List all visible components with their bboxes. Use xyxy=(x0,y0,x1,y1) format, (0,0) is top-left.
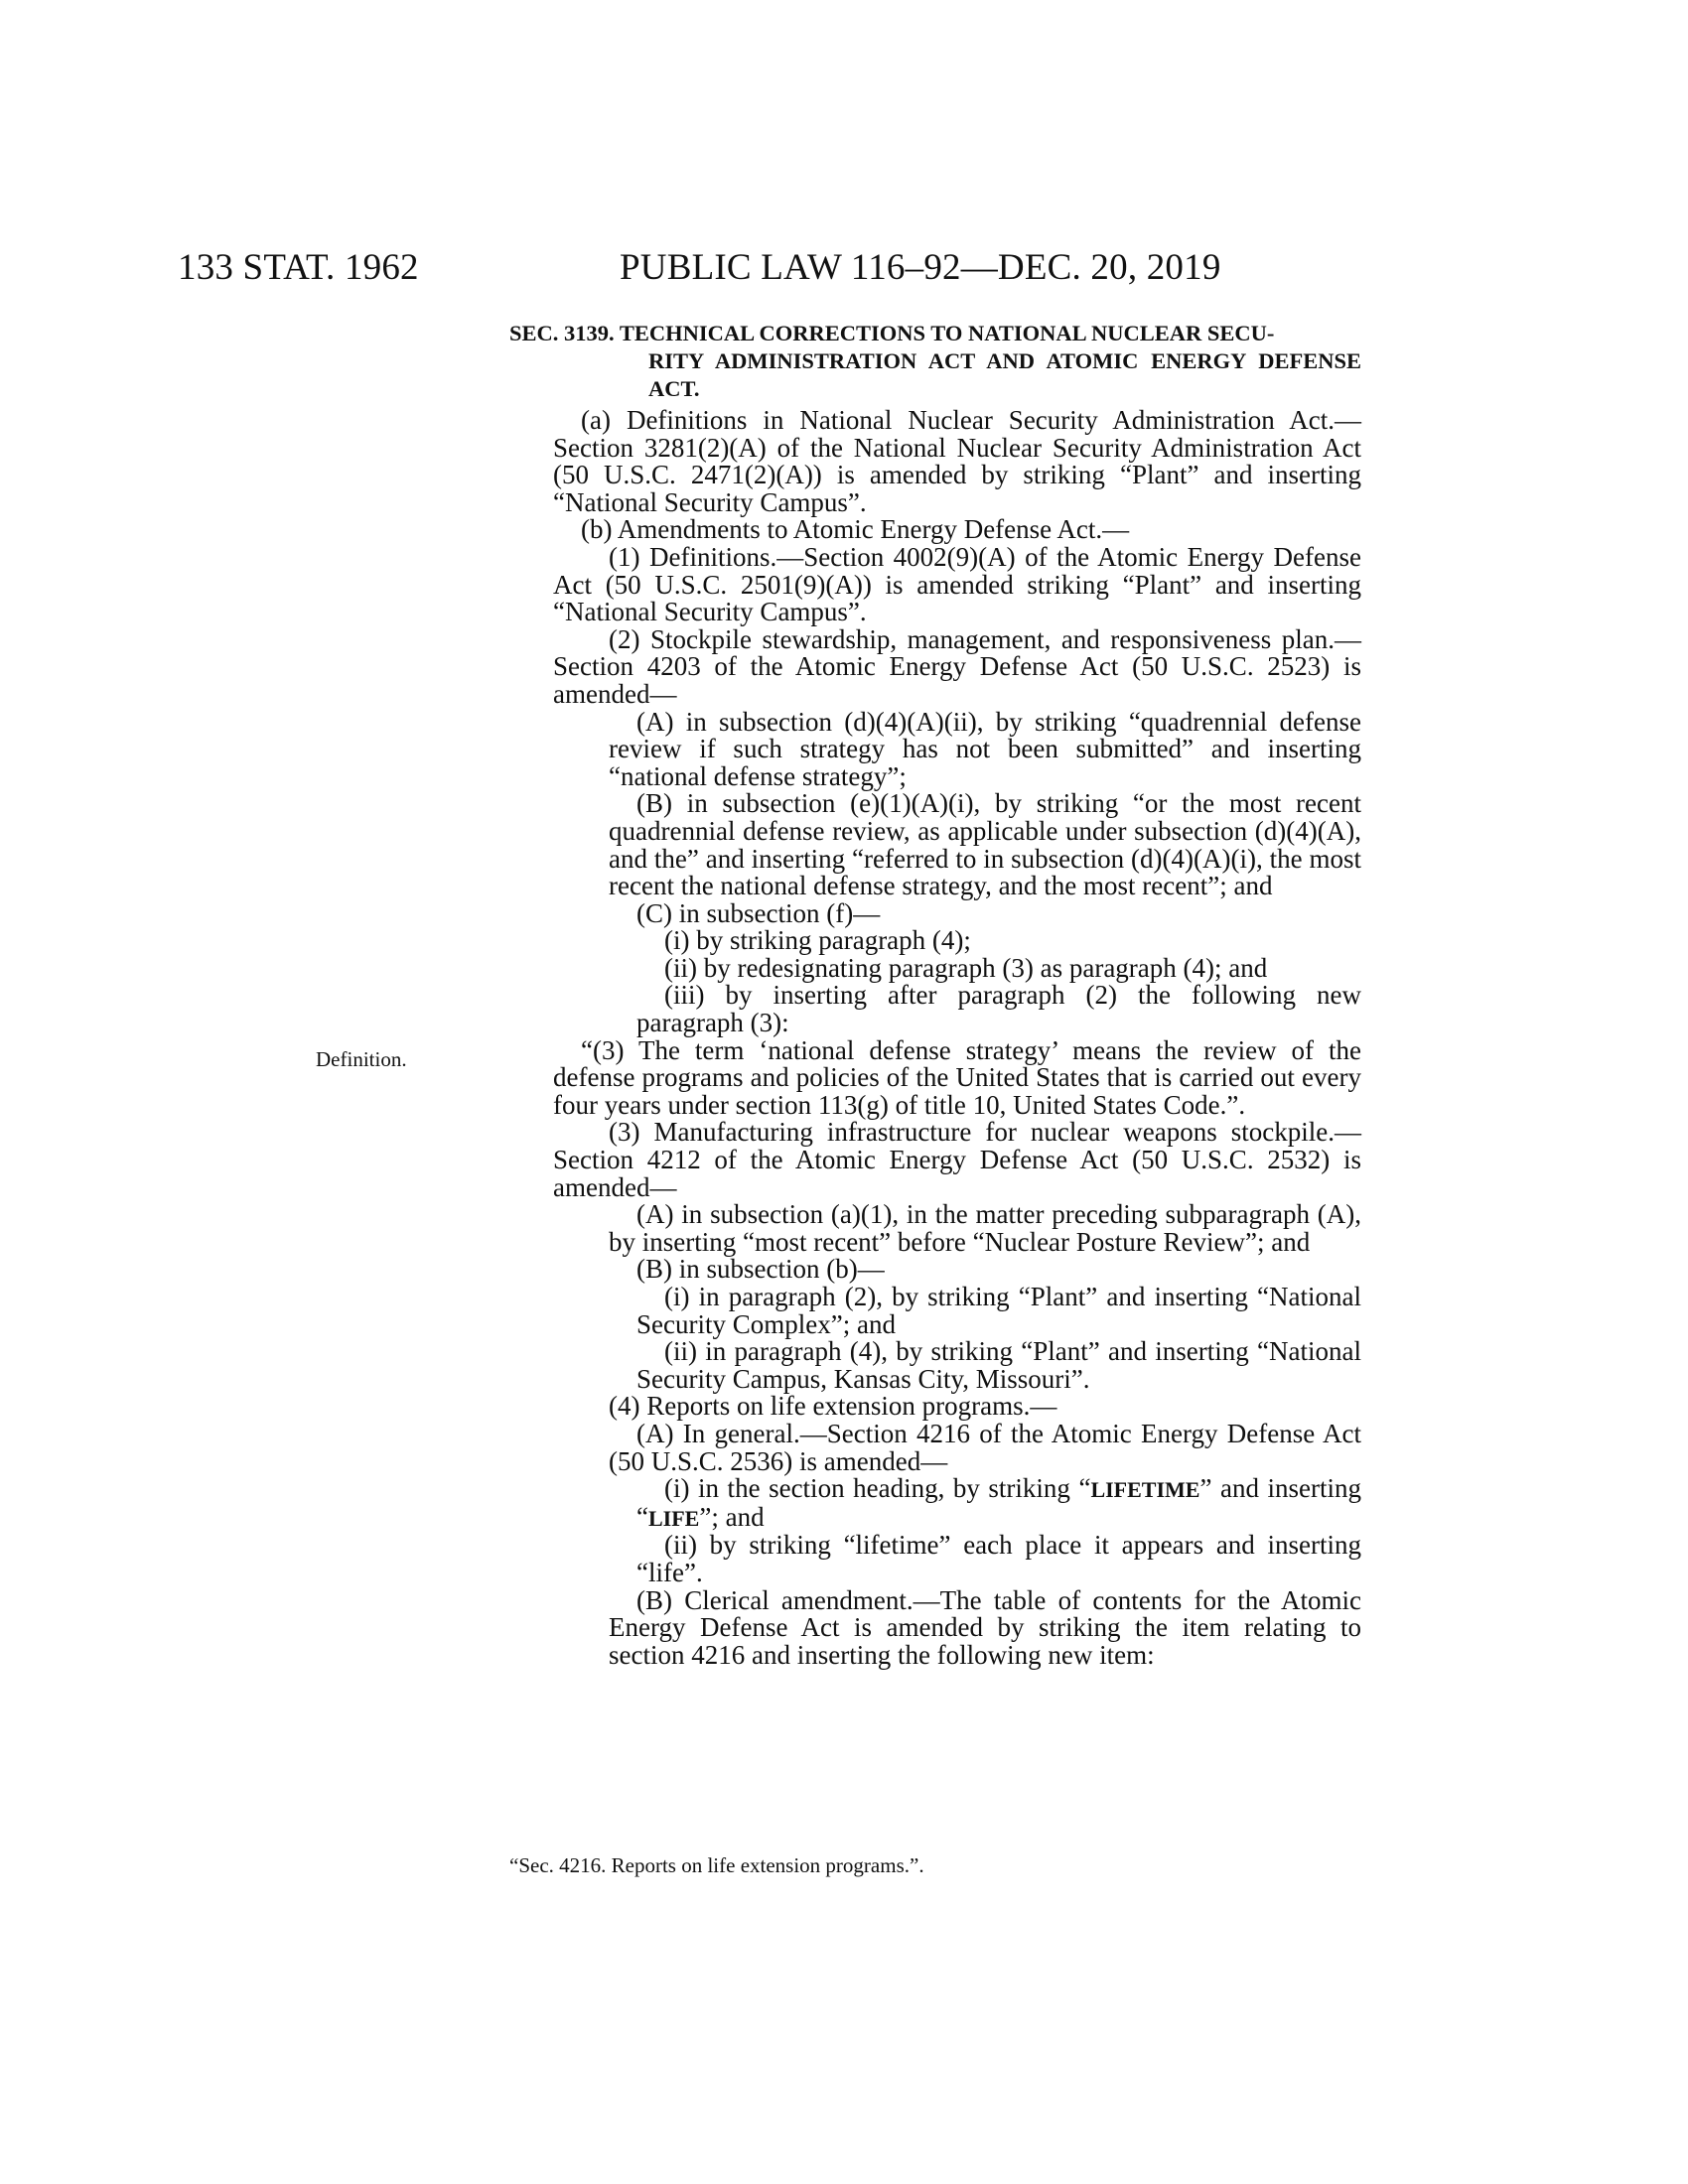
clause-b4Ai xyxy=(553,1475,1361,1532)
paragraph-b1: (1) Definitions.—Section 4002(9)(A) of the Atomic Energy Defense Act (50 U.S.C. 2501(9)(A)) is amended striking “Plant” and inserting “National Security Campus”. xyxy=(553,541,1361,627)
subparagraph-b4A: (A) In general.—Section 4216 of the Atomic Energy Defense Act (50 U.S.C. 2536) is amended— xyxy=(609,1418,1361,1476)
clause-b4Ai-post: ”; and xyxy=(699,1501,765,1532)
paragraph-b3: (3) Manufacturing infrastructure for nuclear weapons stockpile.—Section 4212 of the Atomic Energy Defense Act (50 U.S.C. 2532) is amended— xyxy=(553,1117,1361,1202)
subparagraph-b4B: (B) Clerical amendment.—The table of contents for the Atomic Energy Defense Act is amended by striking the item relating to section 4216 and inserting the following new item: xyxy=(609,1584,1361,1670)
subparagraph-b2B: (B) in subsection (e)(1)(A)(i), by striking “or the most recent quadrennial defense review, as applicable under subsection (d)(4)(A), and the” and inserting “referred to in subsection (d)(4)(A)(i), the most recent the national defense strategy, and the most recent”; and xyxy=(609,788,1361,901)
inserted-word-life: LIFE xyxy=(647,1505,700,1531)
clause-b2Ci: (i) by striking paragraph (4); xyxy=(664,925,971,956)
clause-b2Ciii: (iii) by inserting after paragraph (2) the following new paragraph (3): xyxy=(636,980,1361,1038)
inserted-toc-item: “Sec. 4216. Reports on life extension programs.”. xyxy=(509,1853,924,1877)
section-heading xyxy=(509,320,1361,403)
subsection-a: (a) Definitions in National Nuclear Security Administration Act.—Section 3281(2)(A) of the National Nuclear Security Administration Act (50 U.S.C. 2471(2)(A)) is amended by striking “Plant” and inserting “National Security Campus”. xyxy=(553,405,1361,517)
margin-note-definition: Definition. xyxy=(316,1047,407,1071)
subparagraph-b2C: (C) in subsection (f)— xyxy=(636,897,881,928)
clause-b3Bii: (ii) in paragraph (4), by striking “Plant” and inserting “National Security Campus, Kansas City, Missouri”. xyxy=(636,1336,1361,1394)
subparagraph-b2A: (A) in subsection (d)(4)(A)(ii), by striking “quadrennial defense review if such strategy has not been submitted” and inserting “national defense strategy”; xyxy=(609,706,1361,791)
subparagraph-b3B: (B) in subsection (b)— xyxy=(636,1254,885,1285)
section-heading-line1: SEC. 3139. TECHNICAL CORRECTIONS TO NATIONAL NUCLEAR SECU- xyxy=(509,321,1275,345)
clause-b4Ai-pre: (i) in the section heading, by striking “ xyxy=(664,1473,1091,1504)
subsection-b: (b) Amendments to Atomic Energy Defense Act.— xyxy=(581,514,1130,545)
section-heading-line2: RITY ADMINISTRATION ACT AND ATOMIC ENERGY DEFENSE ACT. xyxy=(648,348,1361,401)
statute-page-number: 133 STAT. 1962 xyxy=(178,247,419,288)
clause-b3Bi: (i) in paragraph (2), by striking “Plant” and inserting “National Security Complex”; and xyxy=(636,1282,1361,1339)
clause-b4Aii: (ii) by striking “lifetime” each place it appears and inserting “life”. xyxy=(636,1530,1361,1587)
quoted-definition: “(3) The term ‘national defense strategy’ means the review of the defense programs and policies of the United States that is carried out every four years under section 113(g) of title 10, United States Code.”. xyxy=(553,1034,1361,1120)
clause-b2Cii: (ii) by redesignating paragraph (3) as paragraph (4); and xyxy=(664,952,1268,983)
struck-word-lifetime: LIFETIME xyxy=(1090,1477,1200,1503)
section-body xyxy=(553,407,1361,1669)
paragraph-b2: (2) Stockpile stewardship, management, and responsiveness plan.—Section 4203 of the Atomic Energy Defense Act (50 U.S.C. 2523) is amended— xyxy=(553,623,1361,709)
paragraph-b4: (4) Reports on life extension programs.— xyxy=(609,1391,1057,1422)
page-running-title: PUBLIC LAW 116–92—DEC. 20, 2019 xyxy=(620,247,1221,288)
clause-b4Ai-mid: ” and inserting “ xyxy=(636,1473,1361,1532)
subparagraph-b3A: (A) in subsection (a)(1), in the matter preceding subparagraph (A), by inserting “most recent” before “Nuclear Posture Review”; and xyxy=(609,1199,1361,1257)
